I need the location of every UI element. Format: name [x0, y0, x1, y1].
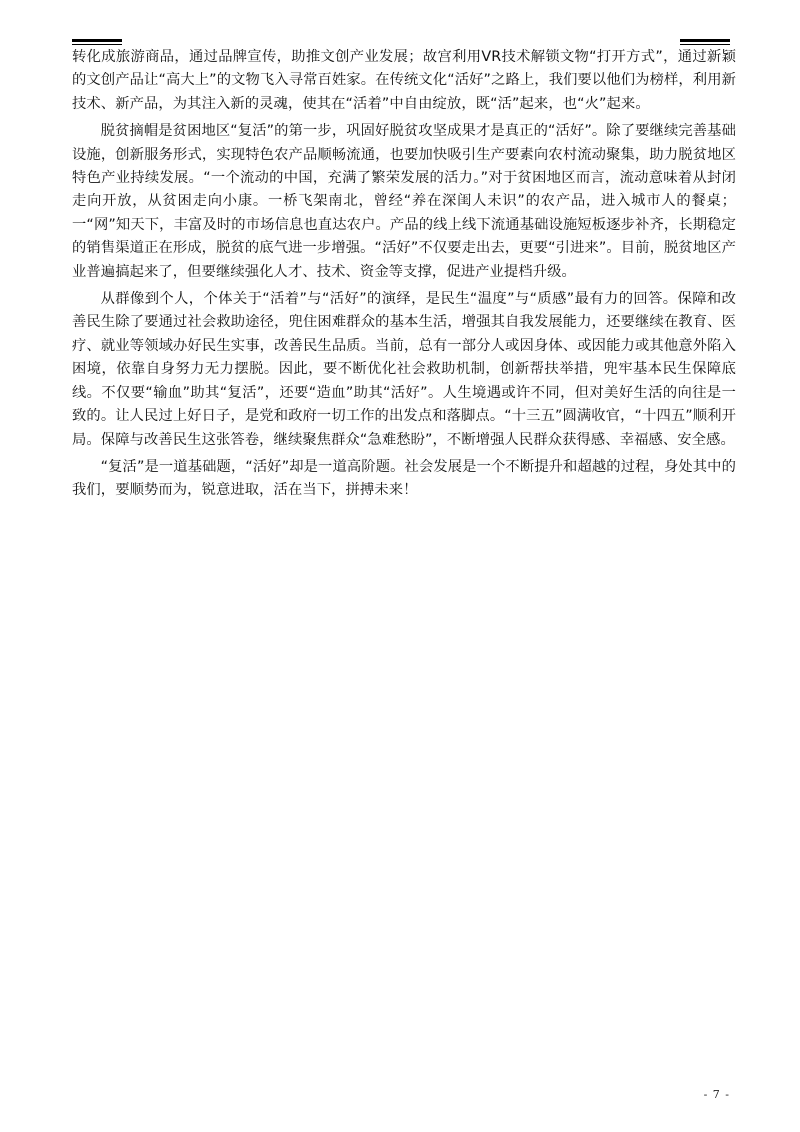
paragraph-2: 脱贫摘帽是贫困地区“复活”的第一步，巩固好脱贫攻坚成果才是真正的“活好”。除了要继续完善基础设施，创新服务形式，实现特色农产品顺畅流通，也要加快吸引生产要素向农村流动聚集，助力脱贫地区特色产业持续发展。“一个流动的中国，充满了繁荣发展的活力。”对于贫困地区而言，流动意味着从封闭走向开放，从贫困走向小康。一桥飞架南北，曾经“养在深闺人未识”的农产品，进入城市人的餐桌；一“网”知天下，丰富及时的市场信息也直达农户。产品的线上线下流通基础设施短板逐步补齐，长期稳定的销售渠道正在形成，脱贫的底气进一步增强。“活好”不仅要走出去，更要“引进来”。目前，脱贫地区产业普遍搞起来了，但要继续强化人才、技术、资金等支撑，促进产业提档升级。: [72, 123, 736, 280]
paragraph-3: 从群像到个人，个体关于“活着”与“活好”的演绎，是民生“温度”与“质感”最有力的回答。保障和改善民生除了要通过社会救助途径，兜住困难群众的基本生活，增强其自我发展能力，还要继续在教育、医疗、就业等领域办好民生实事，改善民生品质。当前，总有一部分人或因身体、或因能力或其他意外陷入困境，依靠自身努力无力摆脱。因此，要不断优化社会救助机制，创新帮扶举措，兜牢基本民生保障底线。不仅要“输血”助其“复活”，还要“造血”助其“活好”。人生境遇或许不同，但对美好生活的向往是一致的。让人民过上好日子，是党和政府一切工作的出发点和落脚点。“十三五”圆满收官，“十四五”顺利开局。保障与改善民生这张答卷，继续聚焦群众“急难愁盼”，不断增强人民群众获得感、幸福感、安全感。: [72, 291, 736, 448]
header-rule-left: [72, 39, 122, 42]
header-rule-right-thin: [680, 44, 730, 45]
page-number: - 7 -: [703, 1088, 730, 1101]
header-rule-right: [680, 39, 730, 42]
document-body: [72, 46, 736, 507]
header-rule-left-thin: [72, 44, 122, 45]
paragraph-1: 转化成旅游商品，通过品牌宣传，助推文创产业发展；故宫利用VR技术解锁文物“打开方式”，通过新颖的文创产品让“高大上”的文物飞入寻常百姓家。在传统文化“活好”之路上，我们要以他们为榜样，利用新技术、新产品，为其注入新的灵魂，使其在“活着”中自由绽放，既“活”起来，也“火”起来。: [72, 49, 736, 112]
paragraph-4: “复活”是一道基础题，“活好”却是一道高阶题。社会发展是一个不断提升和超越的过程，身处其中的我们，要顺势而为，锐意进取，活在当下，拼搏未来！: [72, 458, 736, 499]
